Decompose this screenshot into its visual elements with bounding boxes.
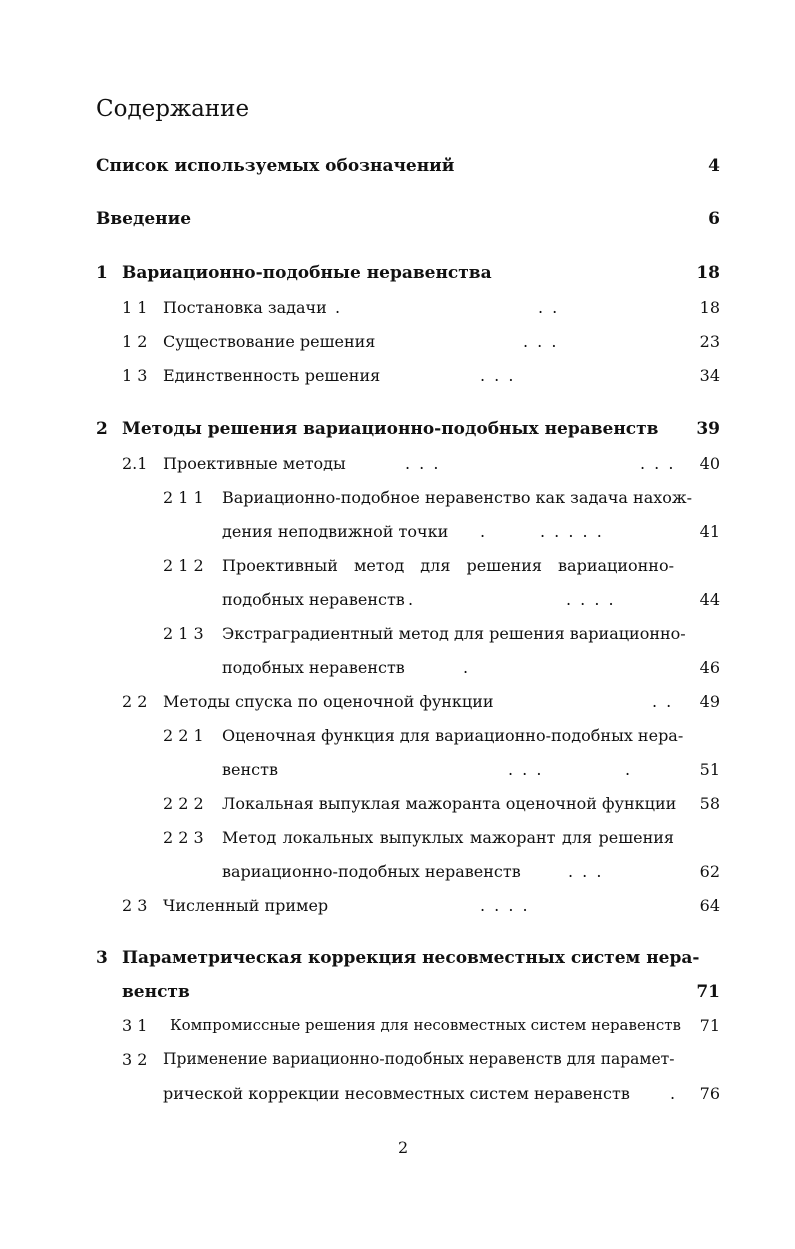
toc-subsection-continuation[interactable]: подобных неравенств	[222, 658, 405, 677]
toc-page: 18	[699, 298, 720, 317]
toc-entry-notation[interactable]: Список используемых обозначений	[96, 156, 455, 176]
toc-page-intro: 6	[708, 209, 720, 229]
leader-dots: . . . .	[566, 590, 616, 609]
leader-dots: . . .	[480, 366, 516, 385]
toc-subsection-number: 2 1 2	[163, 556, 204, 575]
page-number: 2	[398, 1138, 409, 1157]
toc-subsection-2-2-2[interactable]: Локальная выпуклая мажоранта оценочной функции	[222, 794, 677, 813]
toc-section-number: 1 3	[122, 366, 148, 385]
toc-section-number: 1 1	[122, 298, 148, 317]
leader-dots: . . .	[523, 332, 559, 351]
leader-dots: . . .	[640, 454, 676, 473]
leader-dots: . .	[538, 298, 560, 317]
toc-chapter-3[interactable]: Параметрическая коррекция несовместных систем нера-	[122, 948, 700, 968]
toc-chapter-number: 1	[96, 263, 108, 283]
toc-subsection-continuation[interactable]: вариационно-подобных неравенств	[222, 862, 521, 881]
toc-page: 23	[699, 332, 720, 351]
toc-page: 49	[699, 692, 720, 711]
leader-dots: . .	[652, 692, 674, 711]
toc-subsection-number: 2 2 2	[163, 794, 204, 813]
toc-subsection-2-2-3[interactable]: Метод локальных выпуклых мажорант для решения	[222, 828, 674, 847]
leader-dots: .	[408, 590, 416, 609]
toc-page-ch2: 39	[696, 419, 720, 439]
toc-section-number: 1 2	[122, 332, 148, 351]
leader-dots: .	[480, 522, 488, 541]
toc-page: 58	[699, 794, 720, 813]
toc-page: 41	[699, 522, 720, 541]
toc-section-1-1[interactable]: Постановка задачи	[163, 298, 327, 317]
toc-section-1-3[interactable]: Единственность решения	[163, 366, 381, 385]
toc-section-1-2[interactable]: Существование решения	[163, 332, 376, 351]
toc-subsection-number: 2 2 3	[163, 828, 204, 847]
toc-subsection-2-1-2[interactable]: Проективный метод для решения вариационно-	[222, 556, 674, 575]
toc-subsection-number: 2 1 3	[163, 624, 204, 643]
toc-subsection-continuation[interactable]: подобных неравенств	[222, 590, 405, 609]
toc-page: 34	[699, 366, 720, 385]
toc-page: 62	[699, 862, 720, 881]
toc-chapter-number: 2	[96, 419, 108, 439]
toc-page: 44	[699, 590, 720, 609]
toc-subsection-2-1-3[interactable]: Экстраградиентный метод для решения вариационно-	[222, 624, 686, 643]
toc-page: 71	[699, 1016, 720, 1035]
toc-section-3-2[interactable]: Применение вариационно-подобных неравенств для парамет-	[163, 1050, 675, 1068]
toc-page-ch1: 18	[696, 263, 720, 283]
toc-section-3-1[interactable]: Компромиссные решения для несовместных систем неравенств	[170, 1016, 681, 1034]
toc-page-notation: 4	[708, 156, 720, 176]
leader-dots: . . .	[508, 760, 544, 779]
leader-dots: .	[625, 760, 633, 779]
toc-section-number: 3 1	[122, 1016, 148, 1035]
page-title: Содержание	[96, 96, 250, 122]
toc-page: 40	[699, 454, 720, 473]
toc-subsection-2-2-1[interactable]: Оценочная функция для вариационно-подобных нера-	[222, 726, 684, 745]
toc-chapter-number: 3	[96, 948, 108, 968]
toc-page: 51	[699, 760, 720, 779]
toc-section-2-1[interactable]: Проективные методы	[163, 454, 346, 473]
toc-subsection-continuation[interactable]: венств	[222, 760, 278, 779]
toc-subsection-continuation[interactable]: дения неподвижной точки	[222, 522, 449, 541]
toc-section-2-2[interactable]: Методы спуска по оценочной функции	[163, 692, 494, 711]
leader-dots: . . .	[405, 454, 441, 473]
toc-chapter-2[interactable]: Методы решения вариационно-подобных неравенств	[122, 419, 659, 439]
toc-page-ch3: 71	[696, 982, 720, 1002]
toc-section-number: 2 2	[122, 692, 148, 711]
leader-dots: . . .	[568, 862, 604, 881]
toc-page: 64	[699, 896, 720, 915]
leader-dots: .	[463, 658, 471, 677]
toc-page: 46	[699, 658, 720, 677]
toc-chapter-continuation[interactable]: венств	[122, 982, 190, 1002]
toc-section-continuation[interactable]: рической коррекции несовместных систем неравенств	[163, 1084, 630, 1103]
toc-subsection-number: 2 2 1	[163, 726, 204, 745]
leader-dots: .	[670, 1084, 678, 1103]
toc-subsection-number: 2 1 1	[163, 488, 204, 507]
toc-section-number: 3 2	[122, 1050, 148, 1069]
toc-section-number: 2 3	[122, 896, 148, 915]
toc-entry-intro[interactable]: Введение	[96, 209, 192, 229]
toc-chapter-1[interactable]: Вариационно-подобные неравенства	[122, 263, 492, 283]
toc-section-2-3[interactable]: Численный пример	[163, 896, 329, 915]
leader-dots: . . . .	[480, 896, 530, 915]
toc-subsection-2-1-1[interactable]: Вариационно-подобное неравенство как задача нахож-	[222, 488, 693, 507]
toc-page: 76	[699, 1084, 720, 1103]
leader-dots: . . . . .	[540, 522, 604, 541]
leader-dots: .	[335, 298, 343, 317]
toc-section-number: 2.1	[122, 454, 148, 473]
